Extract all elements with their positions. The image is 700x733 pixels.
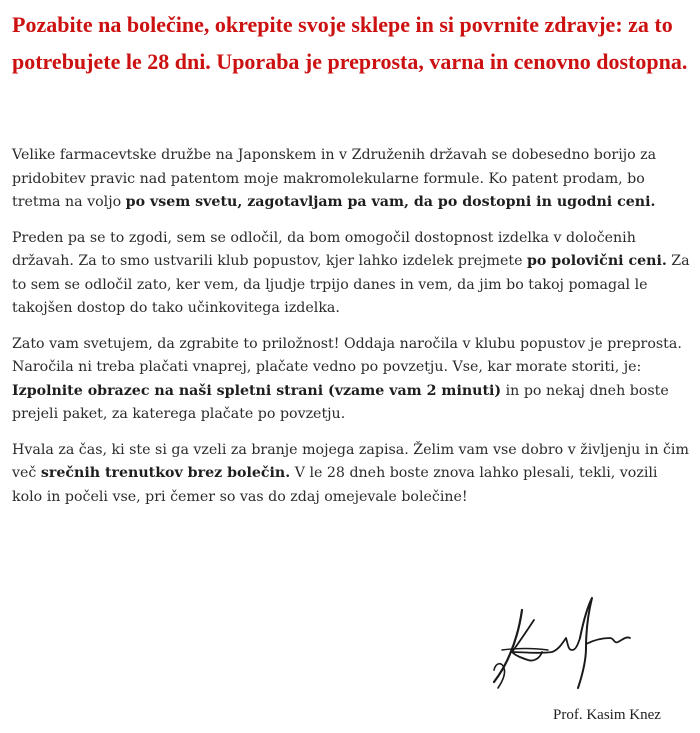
paragraph-3-text: Zato vam svetujem, da zgrabite to priložnost! Oddaja naročila v klubu popustov je preprosta. Naročila ni treba plačati vnaprej, plačate vedno po povzetju. Vse, kar morate storiti, je: (12, 335, 682, 375)
paragraph-4-text-end: V le 28 dneh boste znova lahko plesali, tekli, vozili kolo in počeli vse, pri čemer so vas do zdaj omejevale bolečine! (12, 465, 658, 505)
paragraph-4-text: Hvala za čas, ki ste si ga vzeli za branje mojega zapisa. Želim vam vse dobro v življenju in čim več (12, 441, 689, 481)
paragraph-3-emphasis: Izpolnite obrazec na naši spletni strani (vzame vam 2 minuti) (12, 382, 502, 399)
paragraph-3 (12, 333, 692, 427)
paragraph-3-text-end: in po nekaj dneh boste prejeli paket, za katerega plačate po povzetju. (12, 382, 669, 422)
paragraph-1-emphasis: po vsem svetu, zagotavljam pa vam, da po dostopni in ugodni ceni. (125, 194, 656, 210)
paragraph-1 (12, 144, 692, 215)
paragraph-2 (12, 227, 692, 321)
article-body (12, 144, 692, 521)
paragraph-1-text: Velike farmacevtske družbe na Japonskem in v Združenih državah se dobesedno borijo za pridobitev pravic nad patentom moje makromolekularne formule. Ko patent prodam, bo tretma na voljo (12, 147, 657, 210)
paragraph-4 (12, 439, 692, 510)
signer-name: Prof. Kasim Knez (553, 707, 661, 723)
paragraph-4-emphasis: srečnih trenutkov brez bolečin. (40, 465, 291, 481)
paragraph-2-emphasis: po polovični ceni. (526, 253, 667, 269)
handwritten-signature (482, 592, 632, 702)
paragraph-2-text: Preden pa se to zgodi, sem se odločil, da bom omogočil dostopnost izdelka v določenih državah. Za to smo ustvarili klub popustov, kjer lahko izdelek prejmete (12, 229, 636, 269)
headline: Pozabite na bolečine, okrepite svoje sklepe in si povrnite zdravje: za to potrebujete le 28 dni. Uporaba je preprosta, varna in cenovno dostopna. (12, 12, 688, 74)
paragraph-2-text-end: Za to sem se odločil zato, ker vem, da ljudje trpijo danes in vem, da jim bo takoj pomagal le takojšen dostop do tako učinkovitega izdelka. (12, 253, 690, 316)
